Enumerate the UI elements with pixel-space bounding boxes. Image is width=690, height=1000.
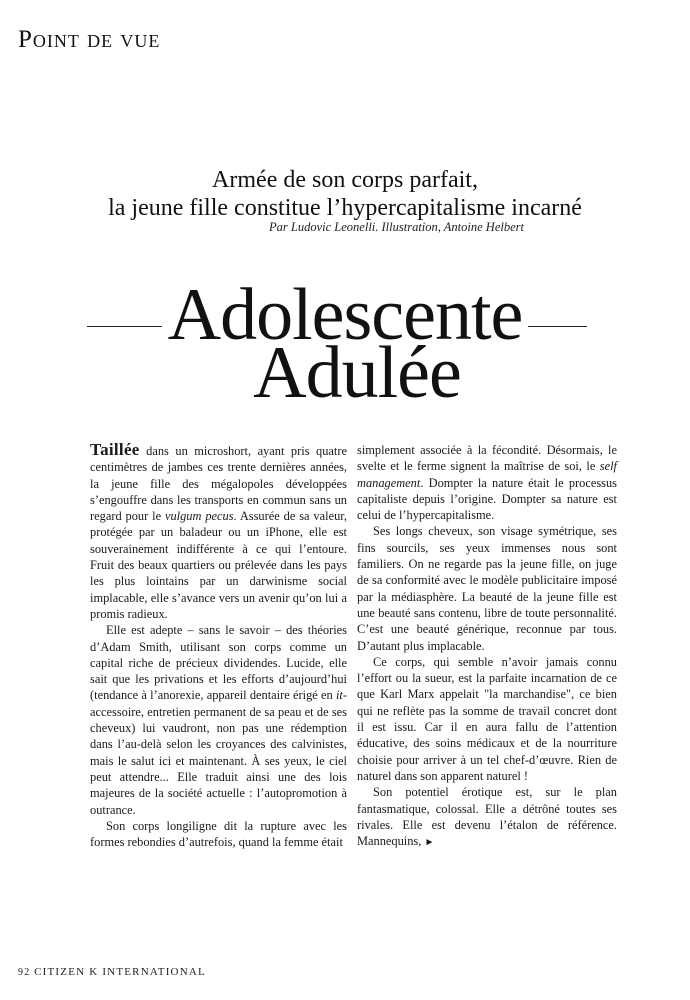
paragraph-text: Son potentiel érotique est, sur le plan fantasmatique, colossal. Elle a détrôné toutes ses rivales. Elle est devenu l’étalon de référence. Mannequins, — [357, 785, 617, 849]
paragraph-italic: it — [335, 688, 343, 703]
paragraph: Ses longs cheveux, son visage symétrique, ses fins sourcils, ses yeux immenses nous sont familiers. On ne regarde pas la jeune fille, on juge de sa conformité avec le modèle publicitaire imposé par la médiasphère. La beauté de la jeune fille est une beauté sans contenu, libre de toute personnalité. C’est une beauté générique, reconnue par tous. D’autant plus implacable. — [357, 524, 617, 653]
paragraph-text: . Dompter la nature était le processus capitaliste depuis l’origine. Dompter sa nature est celui de l’hypercapitalisme. — [357, 475, 617, 523]
paragraph: Son corps longiligne dit la rupture avec les formes rebondies d’autrefois, quand la femme était — [90, 818, 347, 850]
continue-arrow-icon: ► — [424, 837, 435, 849]
paragraph — [90, 442, 347, 622]
paragraph-text: -accessoire, entretien permanent de sa peau et de ses cheveux) lui vaudront, non pas une rédemption dans l’au-delà selon les croyances des calvinistes, mais le salut ici et maintenant. À ses yeux, le ciel peut attendre... Elle traduit ainsi une des lois majeures de la société actuelle : l’autopromotion à outrance. — [90, 688, 347, 817]
title-line-2: Adulée — [253, 332, 461, 414]
paragraph-text: simplement associée à la fécondité. Désormais, le svelte et le ferme signent la maîtrise de soi, le — [357, 443, 617, 474]
paragraph-text: Elle est adepte – sans le savoir – des théories d’Adam Smith, utilisant son corps comme un capital riche de précieux dividendes. Lucide, elle sait que les privations et les efforts d’aujourd’hui (tendance à l’anorexie, appareil dentaire érigé en — [90, 623, 347, 703]
page-number: 92 — [18, 967, 31, 978]
headline — [60, 166, 630, 222]
paragraph-italic: vulgum pecus — [164, 509, 234, 524]
section-label: Point de vue — [18, 26, 161, 53]
paragraph: Ce corps, qui semble n’avoir jamais connu l’effort ou la sueur, est la parfaite incarnation de ce que Karl Marx appelait "la marchandise", ce bien qui ne reflète pas la somme de travail concret dont il est issu. Car il en aura fallu de l’attention éducative, des soins médicaux et de la nourriture choisie pour arriver à un tel chef-d’œuvre. Rien de naturel dans son apparent naturel ! — [357, 654, 617, 783]
article-column-left — [90, 442, 347, 850]
paragraph — [357, 784, 617, 851]
headline-line-1: Armée de son corps parfait, — [212, 167, 478, 193]
paragraph — [357, 442, 617, 523]
paragraph-text: . Assurée de sa valeur, protégée par un baladeur ou un iPhone, elle est souverainement indifférente à ce qui l’entoure. Fruit des beaux quartiers ou prélevée dans les pays les plus lointains par un darwinisme social implacable, elle s’avance vers un avenir qu’on lui a promis radieux. — [90, 509, 347, 621]
title-word-1: Adolescente — [162, 274, 529, 356]
byline: Par Ludovic Leonelli. Illustration, Antoine Helbert — [269, 220, 524, 234]
publication-name: CITIZEN K INTERNATIONAL — [34, 966, 206, 978]
paragraph-text: dans un microshort, ayant pris quatre centimètres de jambes ces trente dernières années, la jeune fille des mégalopoles développées s’engouffre dans les transports en commun sans un regard pour le — [90, 444, 347, 524]
article-column-right — [357, 442, 617, 851]
paragraph-italic: self management — [357, 459, 617, 490]
headline-line-2: la jeune fille constitue l’hypercapitalisme incarné — [108, 195, 582, 221]
article-title — [0, 262, 690, 414]
lead-word: Taillée — [90, 440, 140, 459]
page-footer — [18, 966, 206, 978]
paragraph — [90, 622, 347, 818]
